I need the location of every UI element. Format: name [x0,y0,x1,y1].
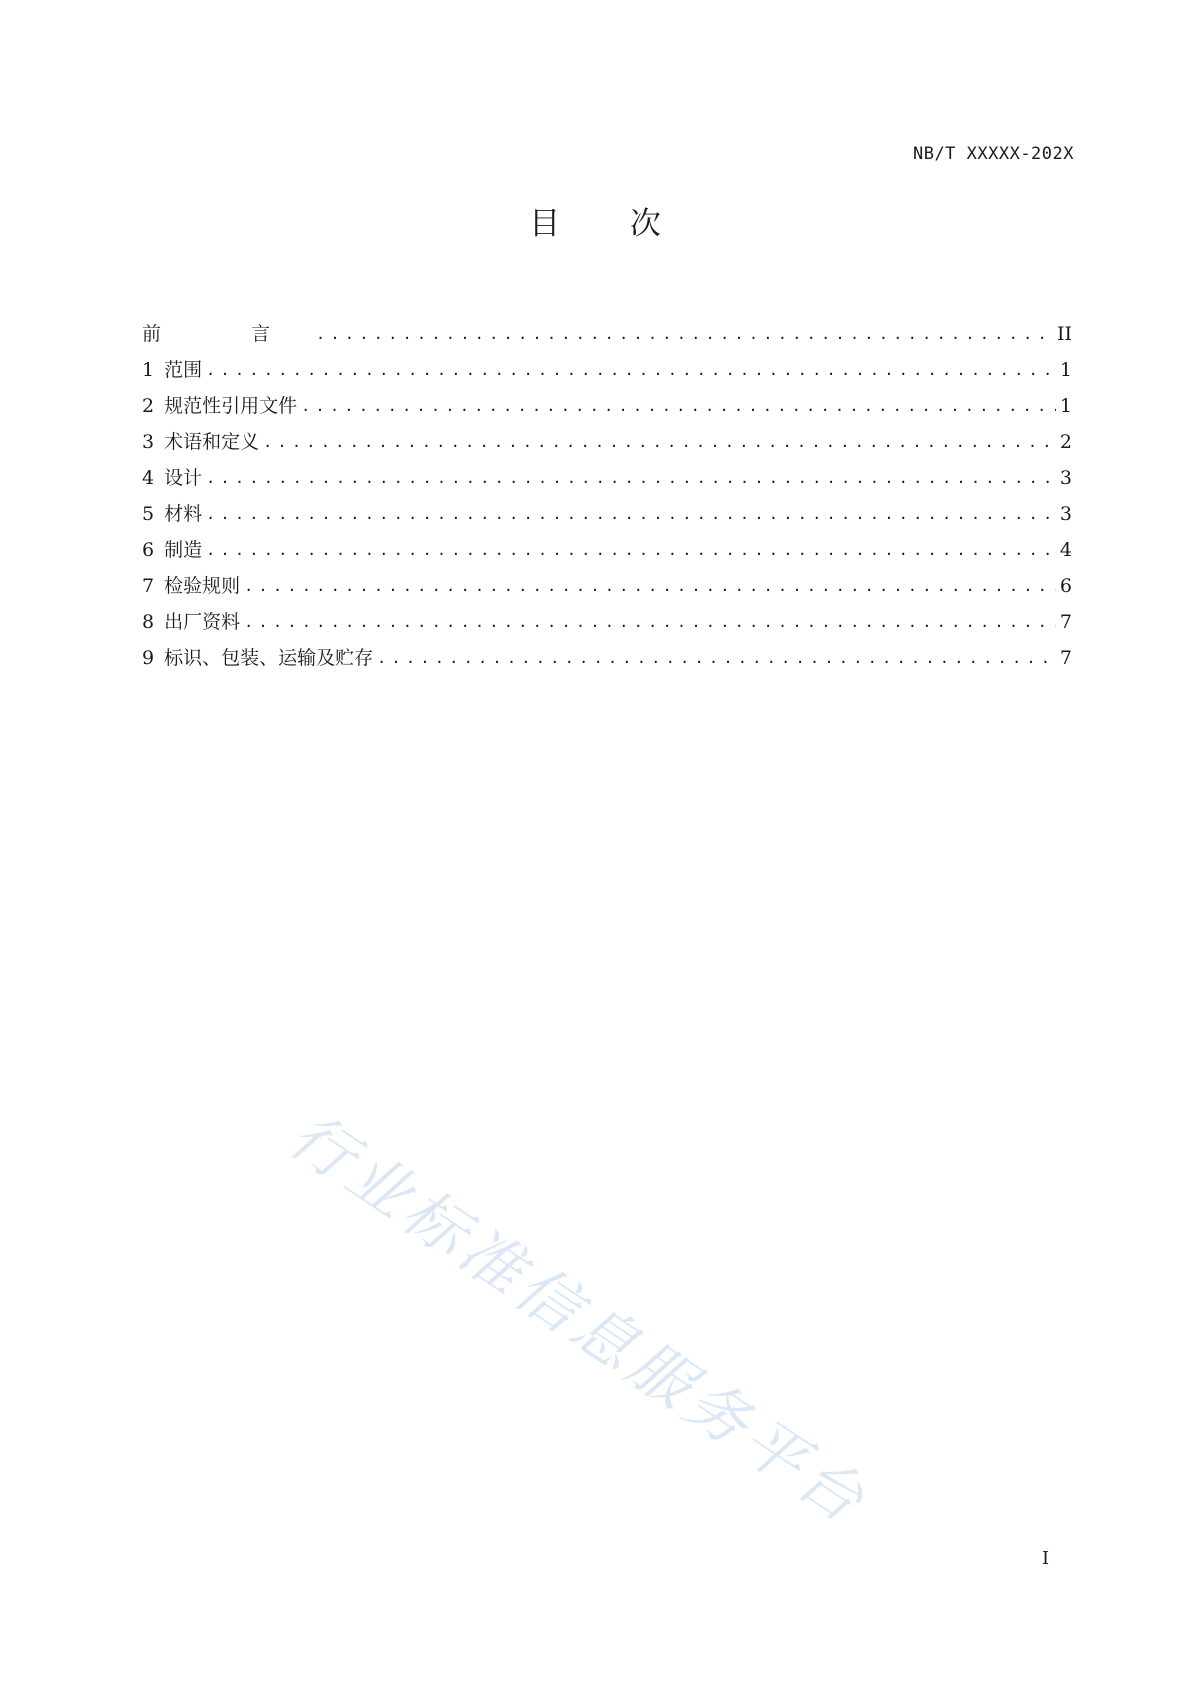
table-of-contents [142,316,1072,676]
toc-entry-1[interactable] [142,352,1072,388]
toc-entry-label: 检验规则 [164,575,241,597]
toc-entry-number: 2 [142,395,155,417]
toc-page-number: 1 [1059,395,1072,417]
toc-entry-number: 5 [142,503,155,525]
toc-page-number: 1 [1059,359,1072,381]
toc-entry-5[interactable] [142,496,1072,532]
toc-entry-8[interactable] [142,604,1072,640]
toc-entry-2[interactable] [142,388,1072,424]
toc-entry-number: 9 [142,647,155,669]
page-title: 目 次 [529,206,691,242]
page-number: I [1042,1548,1050,1569]
toc-entry-7[interactable] [142,568,1072,604]
toc-dot-leader [206,460,1056,496]
toc-entry-label: 材料 [164,503,203,525]
toc-dot-leader [206,496,1056,532]
toc-entry-number: 1 [142,359,155,381]
toc-dot-leader [316,316,1053,352]
toc-entry-label: 前 言 [142,323,313,345]
toc-entry-3[interactable] [142,424,1072,460]
toc-dot-leader [206,352,1056,388]
toc-entry-number: 4 [142,467,155,489]
toc-page-number: 7 [1059,647,1072,669]
document-code: NB/T XXXXX-202X [912,144,1074,164]
toc-entry-number: 7 [142,575,155,597]
toc-entry-label: 制造 [164,539,203,561]
toc-dot-leader [263,424,1056,460]
toc-dot-leader [244,604,1056,640]
toc-dot-leader [377,640,1056,676]
toc-entry-4[interactable] [142,460,1072,496]
toc-entry-number: 8 [142,611,155,633]
toc-dot-leader [301,388,1056,424]
toc-entry-label: 标识、包装、运输及贮存 [164,647,374,669]
toc-page-number: 4 [1059,539,1072,561]
toc-page-number: 2 [1059,431,1072,453]
toc-page-number: 6 [1059,575,1072,597]
toc-entry-label: 规范性引用文件 [164,395,298,417]
toc-entry-6[interactable] [142,532,1072,568]
toc-entry-preface[interactable] [142,316,1072,352]
toc-dot-leader [206,532,1056,568]
toc-entry-9[interactable] [142,640,1072,676]
toc-page-number: 3 [1059,503,1072,525]
toc-entry-label: 设计 [164,467,203,489]
toc-entry-number: 6 [142,539,155,561]
toc-dot-leader [244,568,1056,604]
toc-page-number: II [1056,323,1072,345]
toc-entry-label: 术语和定义 [164,431,260,453]
toc-entry-number: 3 [142,431,155,453]
toc-entry-label: 范围 [164,359,203,381]
toc-page-number: 3 [1059,467,1072,489]
watermark: 行业标准信息服务平台 [276,1098,882,1540]
toc-page-number: 7 [1059,611,1072,633]
toc-entry-label: 出厂资料 [164,611,241,633]
